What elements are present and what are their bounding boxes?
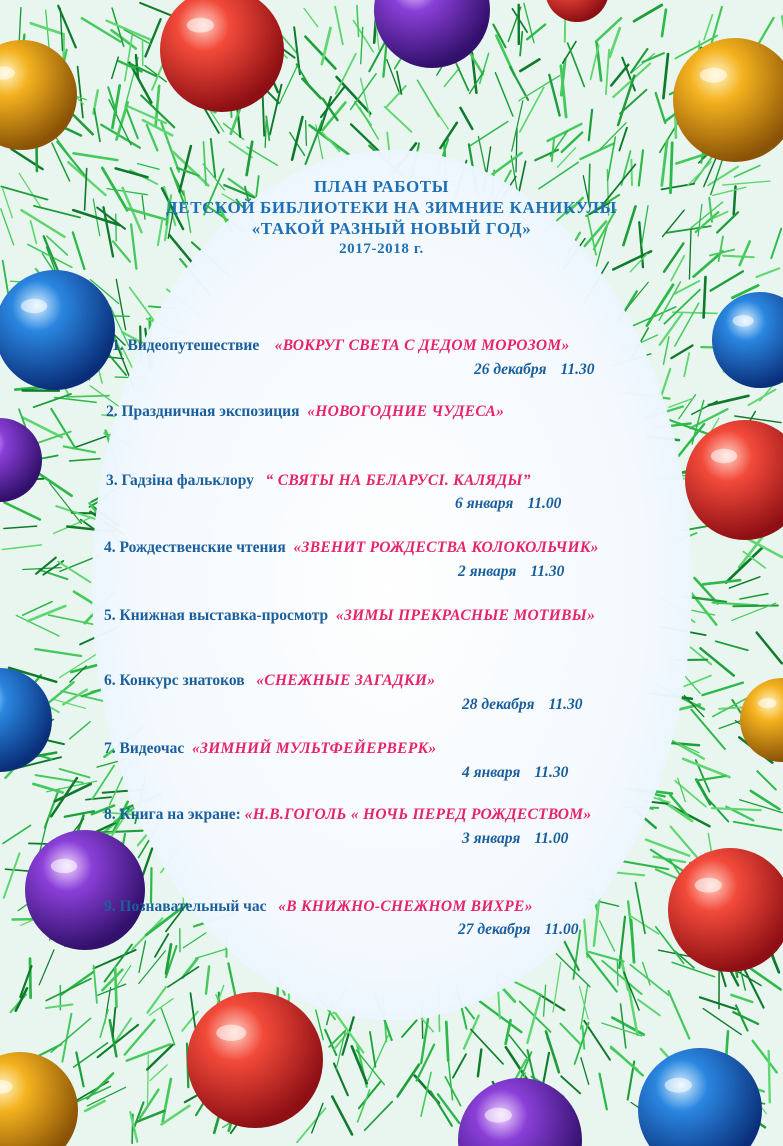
event-title: «ЗВЕНИТ РОЖДЕСТВА КОЛОКОЛЬЧИК» bbox=[293, 539, 599, 556]
event-schedule-1 bbox=[474, 361, 594, 379]
event-time: 11.30 bbox=[548, 696, 583, 713]
event-item-2 bbox=[106, 403, 504, 421]
event-date: 4 января bbox=[462, 764, 521, 781]
event-date: 27 декабря bbox=[458, 921, 531, 938]
event-number: 4. bbox=[104, 539, 116, 556]
event-time: 11.00 bbox=[544, 921, 579, 938]
event-item-9 bbox=[104, 898, 533, 916]
event-item-5 bbox=[104, 607, 595, 625]
event-item-1 bbox=[112, 337, 570, 355]
event-title: «Н.В.ГОГОЛЬ « НОЧЬ ПЕРЕД РОЖДЕСТВОМ» bbox=[244, 806, 592, 823]
event-type: Видеопутешествие bbox=[127, 337, 260, 354]
event-date: 2 января bbox=[458, 563, 517, 580]
event-schedule-4 bbox=[458, 563, 564, 581]
event-time: 11.30 bbox=[530, 563, 565, 580]
event-time: 11.30 bbox=[560, 361, 595, 378]
event-type: Гадзіна фальклору bbox=[121, 472, 254, 489]
event-number: 8. bbox=[104, 806, 116, 823]
event-type: Книжная выставка-просмотр bbox=[119, 607, 329, 624]
event-type: Книга на экране: bbox=[119, 806, 241, 823]
event-date: 26 декабря bbox=[474, 361, 547, 378]
event-date: 28 декабря bbox=[462, 696, 535, 713]
event-schedule-7 bbox=[462, 764, 568, 782]
event-item-6 bbox=[104, 672, 435, 690]
event-number: 2. bbox=[106, 403, 118, 420]
event-number: 5. bbox=[104, 607, 116, 624]
event-date: 6 января bbox=[455, 495, 514, 512]
event-title: «НОВОГОДНИЕ ЧУДЕСА» bbox=[307, 403, 505, 420]
event-title: «ЗИМНИЙ МУЛЬТФЕЙЕРВЕРК» bbox=[191, 740, 437, 757]
event-type: Праздничная экспозиция bbox=[121, 403, 300, 420]
event-time: 11.00 bbox=[534, 830, 569, 847]
event-schedule-3 bbox=[455, 495, 561, 513]
event-type: Познавательный час bbox=[119, 898, 267, 915]
title-line-1: ПЛАН РАБОТЫ bbox=[313, 177, 450, 196]
event-title: “ СВЯТЫ НА БЕЛАРУСІ. КАЛЯДЫ” bbox=[265, 472, 531, 489]
event-title: «В КНИЖНО-СНЕЖНОМ ВИХРЕ» bbox=[278, 898, 533, 915]
event-number: 6. bbox=[104, 672, 116, 689]
event-number: 1. bbox=[112, 337, 124, 354]
event-type: Видеочас bbox=[119, 740, 185, 757]
title-block bbox=[0, 176, 783, 260]
event-schedule-9 bbox=[458, 921, 578, 939]
event-schedule-6 bbox=[462, 696, 582, 714]
event-number: 7. bbox=[104, 740, 116, 757]
title-line-3: «ТАКОЙ РАЗНЫЙ НОВЫЙ ГОД» bbox=[251, 219, 532, 238]
event-item-7 bbox=[104, 740, 436, 758]
event-item-4 bbox=[104, 539, 599, 557]
event-type: Рождественские чтения bbox=[119, 539, 286, 556]
event-number: 9. bbox=[104, 898, 116, 915]
event-title: «ВОКРУГ СВЕТА С ДЕДОМ МОРОЗОМ» bbox=[274, 337, 570, 354]
event-type: Конкурс знатоков bbox=[119, 672, 245, 689]
event-time: 11.30 bbox=[534, 764, 569, 781]
event-date: 3 января bbox=[462, 830, 521, 847]
title-line-2: ДЕТСКОЙ БИБЛИОТЕКИ НА ЗИМНИЕ КАНИКУЛЫ bbox=[166, 198, 617, 217]
event-item-3 bbox=[106, 472, 531, 490]
title-line-4-years: 2017-2018 г. bbox=[339, 241, 424, 257]
event-number: 3. bbox=[106, 472, 118, 489]
event-time: 11.00 bbox=[527, 495, 562, 512]
event-item-8 bbox=[104, 806, 591, 824]
event-title: «СНЕЖНЫЕ ЗАГАДКИ» bbox=[256, 672, 436, 689]
event-schedule-8 bbox=[462, 830, 568, 848]
event-title: «ЗИМЫ ПРЕКРАСНЫЕ МОТИВЫ» bbox=[335, 607, 596, 624]
